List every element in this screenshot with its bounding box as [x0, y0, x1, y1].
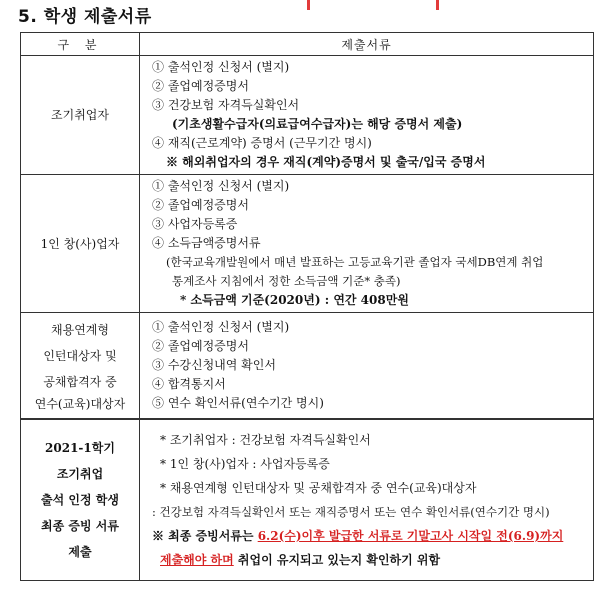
header-category: 구 분 [21, 33, 140, 56]
notice-deadline: 6.2(수)이후 발급한 서류로 기말고사 시작일 전(6.9)까지 [257, 528, 564, 543]
list-item: ④ 소득금액증명서류 [152, 236, 261, 250]
red-mark-right [436, 0, 439, 10]
row-label-early-employee: 조기취업자 [21, 56, 140, 175]
table-row [21, 313, 594, 419]
label-line: 제출 [68, 544, 92, 559]
label-line: 인턴대상자 및 [43, 349, 117, 364]
list-item: ④ 재직(근로계약) 증명서 (근무기간 명시) [152, 136, 372, 150]
final-notice-line2 [152, 548, 593, 572]
list-item: ⑤ 연수 확인서류(연수기간 명시) [152, 395, 324, 410]
notice-must-submit: 제출해야 하며 [160, 552, 234, 567]
red-mark-left [307, 0, 310, 10]
list-item: ③ 수강신청내역 확인서 [152, 357, 276, 372]
list-item: ③ 사업자등록증 [152, 217, 238, 231]
table-row [21, 175, 594, 313]
label-line: 연수(교육)대상자 [34, 397, 126, 412]
list-item: ※ 해외취업자의 경우 재직(계약)증명서 및 출국/입국 증명서 [166, 155, 486, 169]
label-line: 2021-1학기 [45, 440, 115, 455]
label-line: 채용연계형 [51, 323, 109, 338]
label-line: 조기취업 [56, 466, 104, 481]
list-item: * 1인 창(사)업자 : 사업자등록증 [160, 456, 330, 471]
list-item: * 채용연계형 인턴대상자 및 공채합격자 중 연수(교육)대상자 [160, 480, 477, 495]
notice-suffix: 취업이 유지되고 있는지 확인하기 위함 [233, 552, 441, 567]
row-docs-sole-founder [140, 175, 594, 313]
label-line: 공채합격자 중 [43, 375, 117, 390]
row-docs-final [140, 419, 594, 581]
list-item: 통계조사 지침에서 정한 소득금액 기준* 충족) [172, 274, 401, 288]
submission-documents-table [20, 32, 594, 581]
label-line: 출석 인정 학생 [41, 492, 119, 507]
list-item: ① 출석인정 신청서 (별지) [152, 319, 290, 334]
row-label-final-docs [21, 419, 140, 581]
list-item: (기초생활수급자(의료급여수급자)는 해당 증명서 제출) [172, 117, 463, 131]
label-line: 최종 증빙 서류 [41, 518, 119, 533]
section-title: 5. 학생 제출서류 [18, 7, 152, 27]
table-header-row [21, 33, 594, 56]
list-item: ① 출석인정 신청서 (별지) [152, 179, 290, 193]
list-item: ② 졸업예정증명서 [152, 79, 249, 93]
list-item: : 건강보험 자격득실확인서 또는 재직증명서 또는 연수 확인서류(연수기간 명시) [152, 504, 550, 519]
list-item: (한국교육개발원에서 매년 발표하는 고등교육기관 졸업자 국세DB연계 취업 [166, 255, 544, 269]
list-item: ④ 합격통지서 [152, 376, 226, 391]
header-documents: 제출서류 [140, 33, 594, 56]
list-item: ③ 건강보험 자격득실확인서 [152, 98, 300, 112]
notice-prefix: ※ 최종 증빙서류는 [152, 528, 258, 543]
table-row [21, 56, 594, 175]
list-item: * 소득금액 기준(2020년) : 연간 408만원 [180, 293, 409, 307]
table-row [21, 419, 594, 581]
final-notice-line1 [152, 524, 593, 548]
row-docs-linked-hiring [140, 313, 594, 419]
row-label-linked-hiring [21, 313, 140, 419]
list-item: ① 출석인정 신청서 (별지) [152, 60, 290, 74]
list-item: * 조기취업자 : 건강보험 자격득실확인서 [160, 432, 371, 447]
row-docs-early-employee [140, 56, 594, 175]
list-item: ② 졸업예정증명서 [152, 338, 249, 353]
list-item: ② 졸업예정증명서 [152, 198, 249, 212]
row-label-sole-founder: 1인 창(사)업자 [21, 175, 140, 313]
